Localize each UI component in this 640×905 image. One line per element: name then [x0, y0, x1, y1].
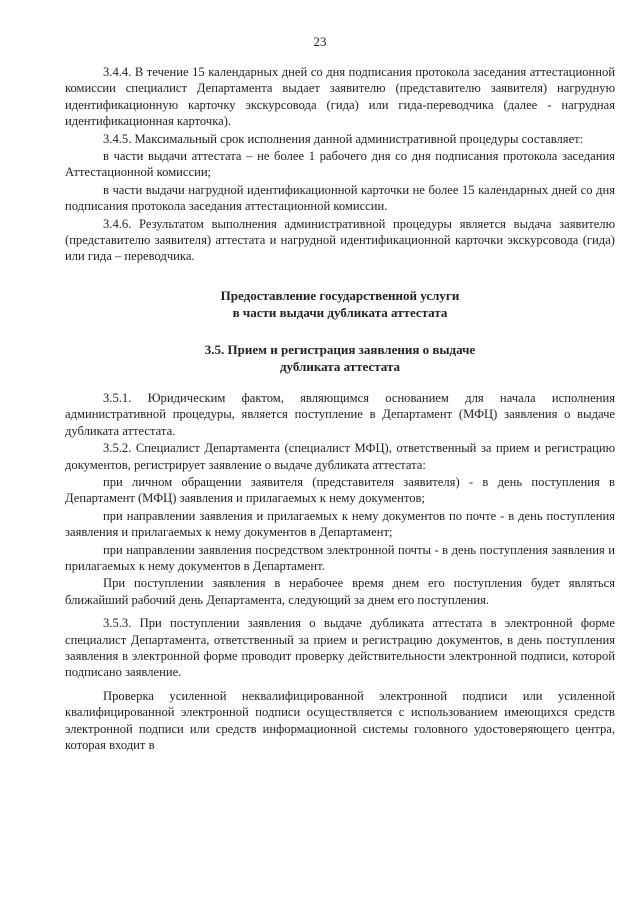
paragraph-3-4-6: 3.4.6. Результатом выполнения административной процедуры является выдача заявителю (представителю заявителя) аттестата и нагрудной идентификационной карточки экскурсовода (гида) или гида – переводчика. [65, 216, 615, 264]
section-heading-line-1: Предоставление государственной услуги [220, 287, 460, 303]
section-heading-duplicate [65, 287, 615, 321]
paragraph-3-4-4: 3.4.4. В течение 15 календарных дней со дня подписания протокола заседания аттестационной комиссии специалист Департамента выдает заявителю (представителю заявителя) нагрудную идентификационную карточку экскурсовода (гида) или гида-переводчика (далее - нагрудная идентификационная карточка). [65, 65, 615, 129]
paragraph-attestat-term: в части выдачи аттестата – не более 1 рабочего дня со дня подписания протокола заседания Аттестационной комиссии; [65, 149, 615, 180]
document-body [65, 64, 615, 753]
subsection-heading-line-1: 3.5. Прием и регистрация заявления о выдаче [204, 341, 476, 357]
paragraph-non-working-time: При поступлении заявления в нерабочее время днем его поступления будет являться ближайший рабочий день Департамента, следующий за днем его поступления. [65, 576, 615, 607]
paragraph-by-mail: при направлении заявления и прилагаемых к нему документов по почте - в день поступления заявления и прилагаемых к нему документов в Департамент; [65, 508, 615, 540]
subsection-heading-3-5 [65, 341, 615, 375]
page-number: 23 [313, 34, 327, 49]
paragraph-card-term: в части выдачи нагрудной идентификационной карточки не более 15 календарных дней со дня подписания протокола заседания аттестационной комиссии. [65, 182, 615, 214]
section-heading-line-2: в части выдачи дубликата аттестата [232, 304, 448, 320]
paragraph-3-5-1: 3.5.1. Юридическим фактом, являющимся основанием для начала исполнения административной процедуры, является поступление в Департамент (МФЦ) заявления о выдаче дубликата аттестата. [65, 390, 615, 438]
paragraph-by-email: при направлении заявления посредством электронной почты - в день поступления заявления и прилагаемых к нему документов в Департамент. [65, 542, 615, 573]
subsection-heading-line-2: дубликата аттестата [279, 358, 400, 374]
paragraph-3-5-2: 3.5.2. Специалист Департамента (специалист МФЦ), ответственный за прием и регистрацию документов, регистрирует заявление о выдаче дубликата аттестата: [65, 441, 615, 472]
paragraph-3-4-5: 3.4.5. Максимальный срок исполнения данной административной процедуры составляет: [103, 131, 584, 146]
paragraph-personal-visit: при личном обращении заявителя (представителя заявителя) - в день поступления в Департамент (МФЦ) заявления и прилагаемых к нему документов; [65, 474, 615, 506]
paragraph-signature-check: Проверка усиленной неквалифицированной электронной подписи или усиленной квалифицированной электронной подписи осуществляется с использованием имеющихся средств электронной подписи или средств информационной системы головного удостоверяющего центра, которая входит в [65, 688, 615, 752]
paragraph-3-5-3: 3.5.3. При поступлении заявления о выдаче дубликата аттестата в электронной форме специалист Департамента, ответственный за прием и регистрацию документов, в день поступления заявления в электронной форме проводит проверку действительности электронной подписи, которой подписано заявление. [65, 616, 615, 680]
